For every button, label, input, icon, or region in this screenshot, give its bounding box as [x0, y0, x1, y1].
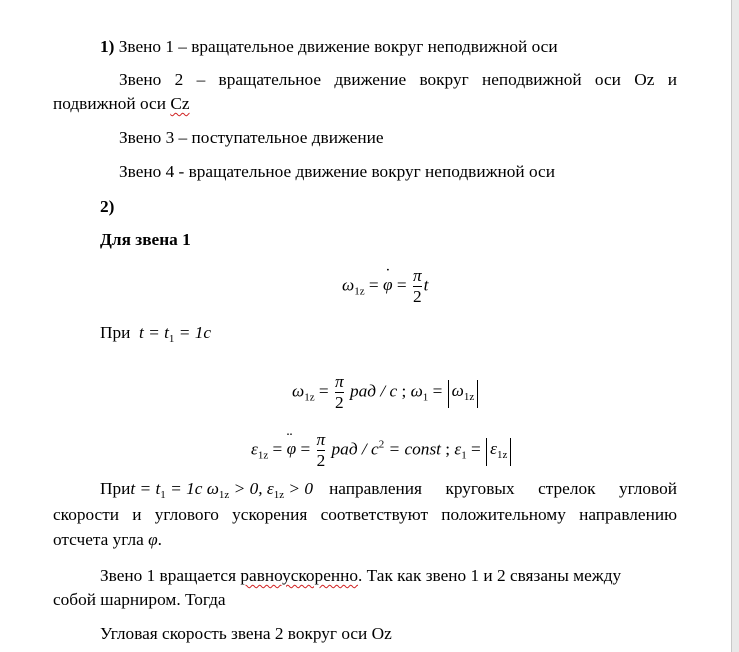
equals-sign: = — [466, 439, 486, 459]
unit-rad-per-s: рад / c — [345, 381, 398, 401]
paragraph-8-line-3 — [53, 530, 162, 550]
omega-symbol: ω — [292, 381, 305, 401]
paragraph-2-line-2 — [53, 94, 190, 114]
equals-sign: = — [296, 439, 315, 459]
paragraph-2-line-2-text: подвижной оси — [53, 94, 171, 113]
omega-subscript: 1z — [354, 285, 365, 298]
epsilon-magnitude-subscript: 1 — [461, 449, 467, 462]
unit-rad-per-s2: рад / c — [327, 439, 379, 459]
absolute-value — [486, 438, 511, 466]
omega-magnitude-subscript: 1 — [422, 391, 429, 404]
time-variable: t — [423, 275, 429, 295]
paragraph-8-line-3-text: отсчета угла — [53, 530, 149, 549]
fraction-denominator: 2 — [412, 287, 422, 306]
equals-sign: = — [364, 275, 383, 295]
equation-epsilon-value — [251, 430, 512, 471]
equals-sign: = — [392, 275, 411, 295]
spellcheck-word: равноускоренно — [240, 566, 359, 585]
abs-omega-subscript: 1z — [463, 391, 475, 404]
paragraph-8-line-1 — [100, 479, 677, 505]
label-pri: При — [100, 323, 131, 342]
fraction-denominator: 2 — [316, 451, 326, 470]
absolute-value — [448, 380, 479, 408]
epsilon-condition: > 0 — [284, 479, 314, 498]
time-value: = 1c — [165, 479, 207, 498]
abs-omega-symbol: ω — [451, 381, 464, 401]
epsilon-magnitude-symbol: ε — [454, 439, 462, 459]
equation-angular-velocity — [342, 266, 428, 307]
condition-formula — [130, 479, 313, 505]
item-number-2: 2) — [100, 197, 115, 216]
page-shadow — [732, 0, 739, 652]
paragraph-9-start: Звено 1 вращается — [100, 566, 241, 585]
equation-omega-value — [292, 372, 479, 413]
paragraph-4: Звено 4 - вращательное движение вокруг неподвижной оси — [119, 162, 555, 181]
omega-symbol: ω — [206, 479, 219, 498]
spellcheck-word-cz: Cz — [170, 94, 190, 113]
paragraph-1-text: Звено 1 – вращательное движение вокруг неподвижной оси — [114, 37, 558, 56]
epsilon-subscript: 1z — [273, 489, 285, 501]
section-heading: Для звена 1 — [100, 230, 191, 249]
paragraph-9-line-1 — [100, 566, 677, 586]
epsilon-symbol: ε — [266, 479, 274, 498]
omega-subscript: 1z — [304, 391, 315, 404]
equals-sign: = — [314, 381, 333, 401]
time-subscript: 1 — [160, 489, 166, 501]
abs-epsilon-symbol: ε — [490, 439, 497, 459]
epsilon-subscript: 1z — [257, 449, 269, 462]
paragraph-2-line-1: Звено 2 – вращательное движение вокруг неподвижной оси Oz и — [119, 70, 677, 89]
fraction-denominator: 2 — [335, 393, 344, 412]
paragraph-1 — [100, 37, 558, 57]
paragraph-8-line-1-tail: направления круговых стрелок угловой — [329, 479, 677, 498]
fraction-pi-over-2 — [413, 266, 422, 307]
time-subscript: 1 — [168, 333, 175, 345]
fraction-numerator: π — [334, 372, 344, 391]
phi-ddot-symbol: ¨ φ — [287, 439, 297, 459]
const-label: = const — [384, 439, 441, 459]
omega-magnitude-symbol: ω — [410, 381, 423, 401]
equals-sign: = — [428, 381, 447, 401]
paragraph-10: Угловая скорость звена 2 вокруг оси Oz — [100, 624, 392, 643]
fraction-pi-over-2 — [335, 372, 344, 413]
omega-condition: > 0, — [229, 479, 267, 498]
phi-dot-symbol: ˙ φ — [383, 275, 393, 295]
time-formula: t = t — [139, 323, 169, 342]
fraction-numerator: π — [316, 430, 326, 449]
paragraph-9-line-2: собой шарниром. Тогда — [53, 590, 226, 609]
omega-subscript: 1z — [218, 489, 230, 501]
abs-epsilon-subscript: 1z — [496, 449, 508, 462]
fraction-pi-over-2 — [317, 430, 326, 471]
paragraph-9-line-1-text — [100, 566, 621, 586]
period: . — [157, 530, 162, 549]
paragraph-3: Звено 3 – поступательное движение — [119, 128, 384, 147]
unit-exponent: 2 — [378, 438, 385, 451]
separator: ; — [440, 439, 455, 459]
label-pri: При — [100, 479, 131, 498]
paragraph-9-end: . Так как звено 1 и 2 связаны между — [358, 566, 622, 585]
time-value: = 1c — [174, 323, 212, 342]
separator: ; — [397, 381, 411, 401]
omega-symbol: ω — [342, 275, 355, 295]
epsilon-symbol: ε — [251, 439, 258, 459]
phi-symbol: φ — [148, 530, 158, 549]
equals-sign: = — [268, 439, 287, 459]
paragraph-time-condition — [100, 323, 211, 349]
time-formula: t = t — [130, 479, 161, 498]
item-number-1: 1) — [100, 37, 115, 56]
fraction-numerator: π — [412, 266, 422, 285]
paragraph-8-line-2: скорости и углового ускорения соответствуют положительному направлению — [53, 505, 677, 524]
